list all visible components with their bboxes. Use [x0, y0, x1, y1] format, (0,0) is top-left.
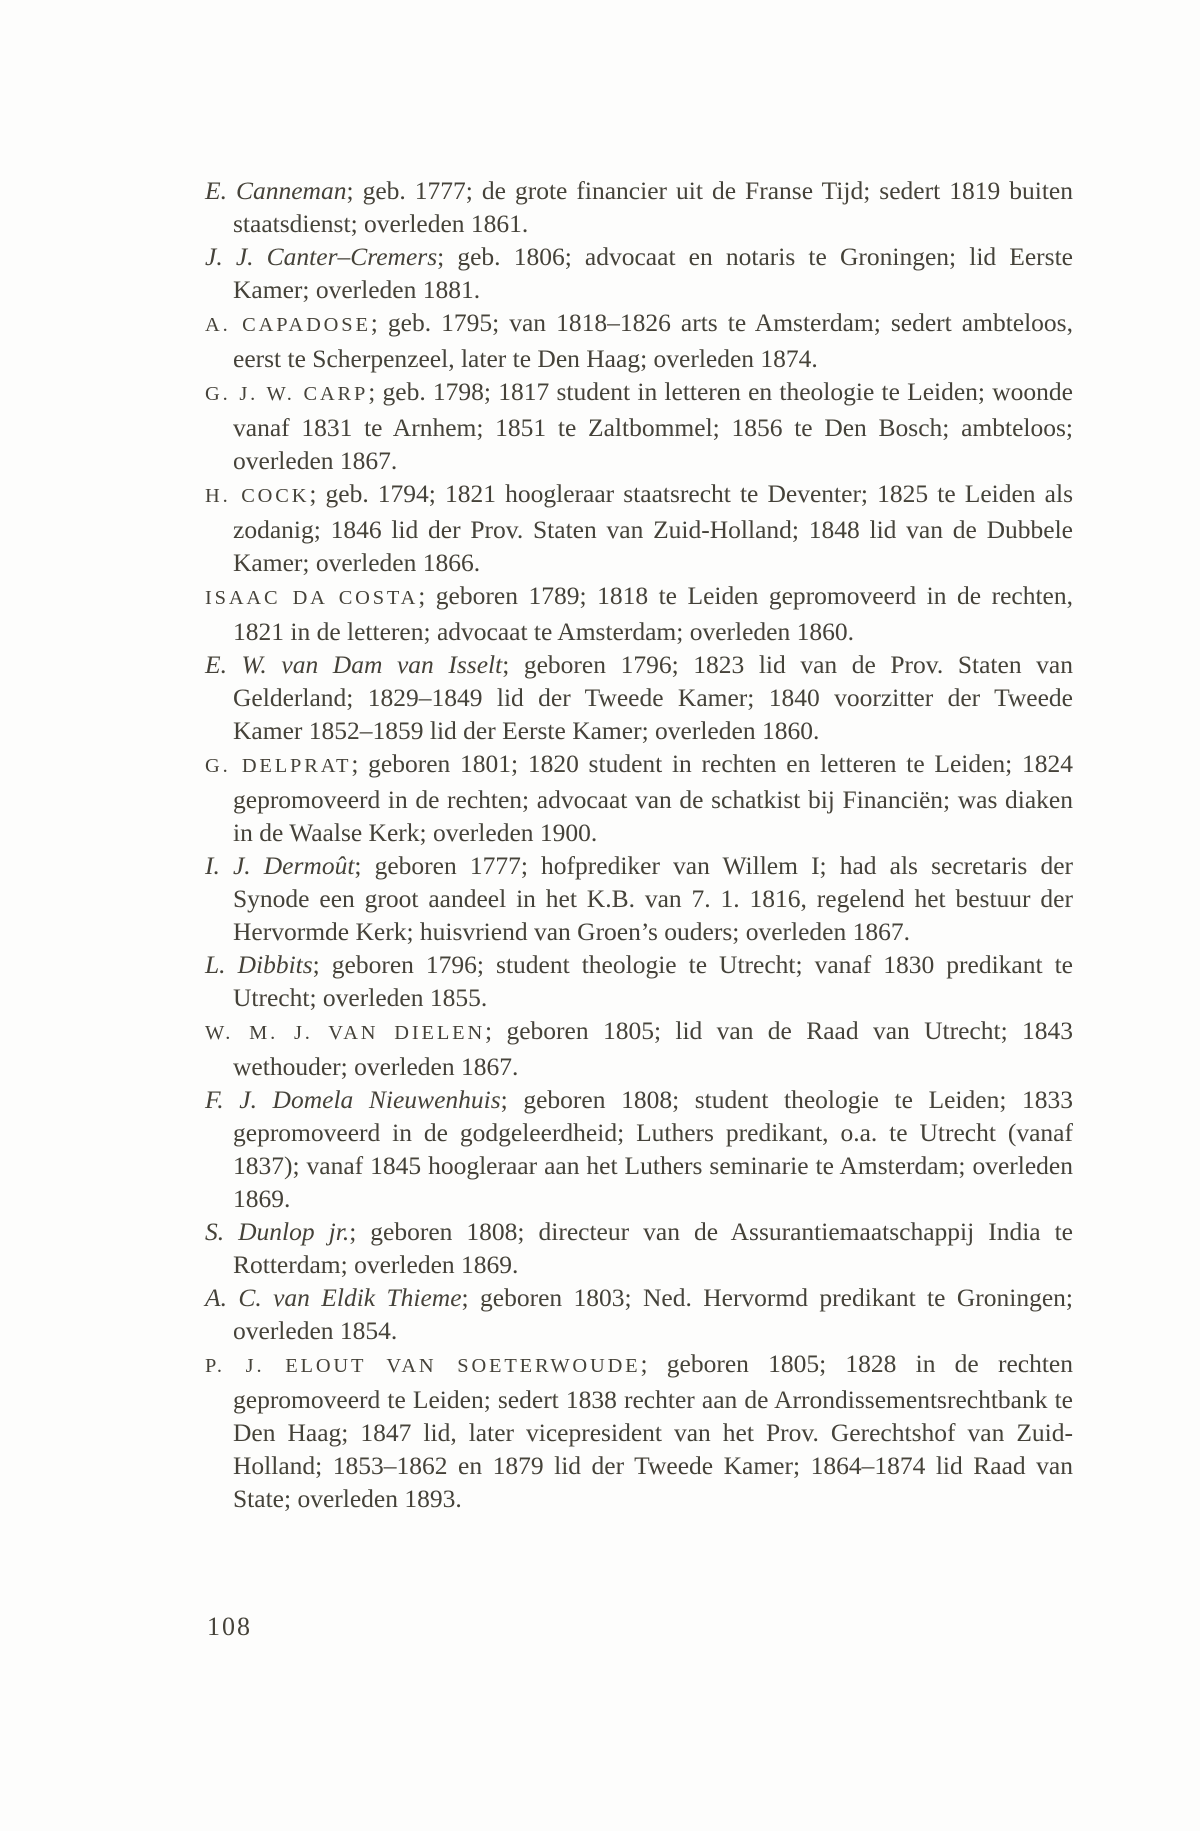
entry-van-dam-van-isselt	[205, 648, 1073, 747]
entry-name: G. DELPRAT	[205, 755, 352, 777]
entry-text: ; geboren 1777; hofprediker van Willem I; had als secretaris der Synode een groot aandeel in het K.B. van 7. 1. 1816, regelend het bestuur der Hervormde Kerk; huisvriend van Groen’s ouders; overleden 1867.	[233, 851, 1074, 946]
entry-canter-cremers	[205, 240, 1073, 306]
biographical-entries-list	[205, 174, 1073, 1515]
entry-name: L. Dibbits	[205, 950, 313, 979]
entry-text: ; geboren 1801; 1820 student in rechten en letteren te Leiden; 1824 gepromoveerd in de rechten; advocaat van de schatkist bij Financiën; was diaken in de Waalse Kerk; overleden 1900.	[233, 749, 1073, 847]
entry-name: E. Canneman	[205, 176, 347, 205]
entry-dermout	[205, 849, 1073, 948]
entry-text: ; geboren 1808; student theologie te Leiden; 1833 gepromoveerd in de godgeleerdheid; Luthers predikant, o.a. te Utrecht (vanaf 1837); vanaf 1845 hoogleraar aan het Luthers seminarie te Amsterdam; overleden 1869.	[233, 1085, 1074, 1213]
entry-name: I. J. Dermoût	[205, 851, 355, 880]
entry-name: G. J. W. CARP	[205, 383, 369, 405]
entry-name: A. C. van Eldik Thieme	[205, 1283, 462, 1312]
entry-text: ; geb. 1794; 1821 hoogleraar staatsrecht te Deventer; 1825 te Leiden als zodanig; 1846 lid der Prov. Staten van Zuid-Holland; 1848 lid van de Dubbele Kamer; overleden 1866.	[233, 479, 1073, 577]
page-number: 108	[207, 1612, 252, 1641]
entry-name: ISAAC DA COSTA	[205, 587, 419, 609]
entry-text: ; geboren 1796; 1823 lid van de Prov. Staten van Gelderland; 1829–1849 lid der Tweede Kamer; 1840 voorzitter der Tweede Kamer 1852–1859 lid der Eerste Kamer; overleden 1860.	[233, 650, 1073, 745]
entry-text: ; geboren 1789; 1818 te Leiden gepromoveerd in de rechten, 1821 in de letteren; advocaat te Amsterdam; overleden 1860.	[233, 581, 1073, 646]
entry-name: A. CAPADOSE	[205, 314, 371, 336]
entry-van-dielen	[205, 1014, 1073, 1083]
entry-capadose	[205, 306, 1073, 375]
entry-name: E. W. van Dam van Isselt	[205, 650, 503, 679]
entry-domela-nieuwenhuis	[205, 1083, 1073, 1215]
entry-name: S. Dunlop jr.	[205, 1217, 350, 1246]
entry-text: ; geboren 1796; student theologie te Utrecht; vanaf 1830 predikant te Utrecht; overleden 1855.	[233, 950, 1073, 1012]
entry-name: H. COCK	[205, 485, 310, 507]
entry-dunlop	[205, 1215, 1073, 1281]
entry-name: F. J. Domela Nieuwenhuis	[205, 1085, 501, 1114]
entry-name: W. M. J. VAN DIELEN	[205, 1022, 486, 1044]
entry-text: ; geb. 1795; van 1818–1826 arts te Amsterdam; sedert ambteloos, eerst te Scherpenzeel, later te Den Haag; overleden 1874.	[233, 308, 1073, 373]
entry-canneman	[205, 174, 1073, 240]
entry-text: ; geb. 1777; de grote financier uit de Franse Tijd; sedert 1819 buiten staatsdienst; overleden 1861.	[233, 176, 1073, 238]
entry-elout-van-soeterwoude	[205, 1347, 1073, 1515]
entry-dibbits	[205, 948, 1073, 1014]
entry-delprat	[205, 747, 1073, 849]
entry-text: ; geb. 1798; 1817 student in letteren en theologie te Leiden; woonde vanaf 1831 te Arnhem; 1851 te Zaltbommel; 1856 te Den Bosch; ambteloos; overleden 1867.	[233, 377, 1073, 475]
entry-name: P. J. ELOUT VAN SOETERWOUDE	[205, 1355, 641, 1377]
entry-da-costa	[205, 579, 1073, 648]
entry-van-eldik-thieme	[205, 1281, 1073, 1347]
entry-text: ; geb. 1806; advocaat en notaris te Groningen; lid Eerste Kamer; overleden 1881.	[233, 242, 1074, 304]
entry-carp	[205, 375, 1073, 477]
entry-text: ; geboren 1805; 1828 in de rechten gepromoveerd te Leiden; sedert 1838 rechter aan de Arrondissementsrechtbank te Den Haag; 1847 lid, later vicepresident van het Prov. Gerechtshof van Zuid-Holland; 1853–1862 en 1879 lid der Tweede Kamer; 1864–1874 lid Raad van State; overleden 1893.	[233, 1349, 1073, 1513]
entry-text: ; geboren 1808; directeur van de Assurantiemaatschappij India te Rotterdam; overleden 1869.	[233, 1217, 1074, 1279]
entry-name: J. J. Canter–Cremers	[205, 242, 438, 271]
entry-cock	[205, 477, 1073, 579]
entry-text: ; geboren 1805; lid van de Raad van Utrecht; 1843 wethouder; overleden 1867.	[233, 1016, 1073, 1081]
entry-text: ; geboren 1803; Ned. Hervormd predikant te Groningen; overleden 1854.	[233, 1283, 1073, 1345]
